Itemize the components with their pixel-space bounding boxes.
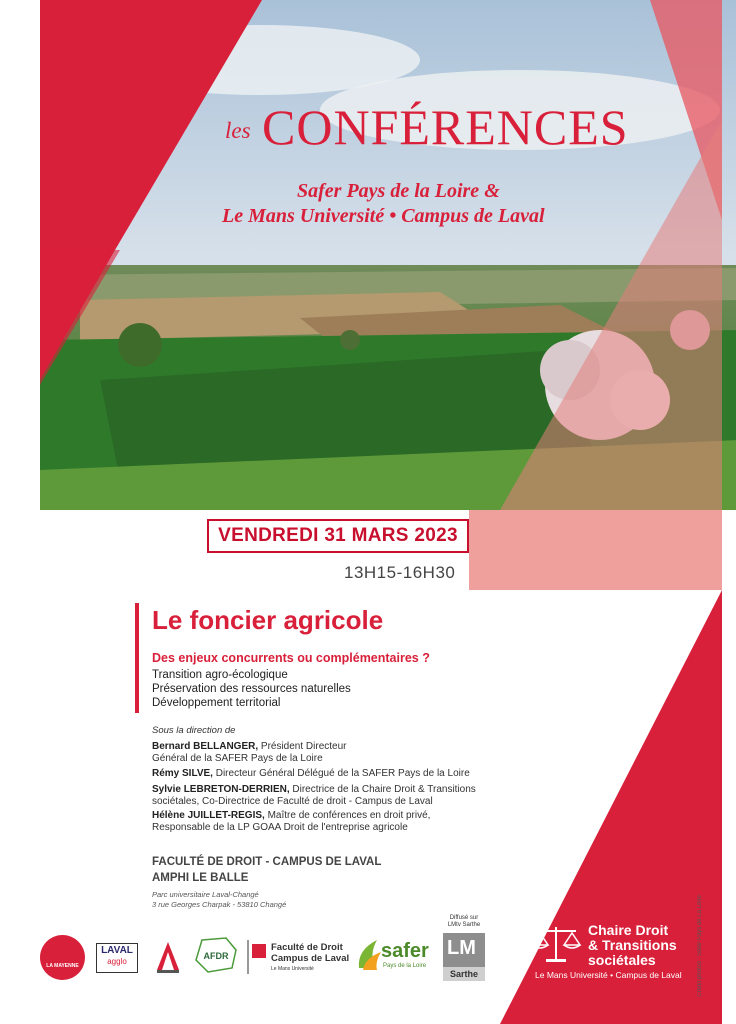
le-mans-universite-icon	[252, 944, 266, 958]
faculte-droit-logo: Faculté de Droit Campus de Laval Le Mans Université	[271, 942, 350, 972]
person-role: Président Directeur Général de la SAFER Pays de la Loire	[152, 741, 347, 764]
laval-agglo-logo: LAVAL agglo	[96, 943, 138, 973]
venue-room: AMPHI LE BALLE	[152, 872, 249, 884]
subtitle-line2: Le Mans Université • Campus de Laval	[222, 205, 545, 227]
person-role: Directeur Général Délégué de la SAFER Pays de la Loire	[212, 768, 470, 779]
person-role: Maître de conférences en droit privé, Responsable de la LP GOAA Droit de l'entreprise agricole	[152, 810, 431, 833]
event-date: VENDREDI 31 MARS 2023	[207, 519, 469, 553]
topic-item: Transition agro-écologique	[152, 669, 288, 681]
scales-of-justice-icon	[530, 923, 582, 965]
person-name: Bernard BELLANGER,	[152, 741, 259, 752]
photo-credit: Crédit photos : Safer Pays de La Loire	[697, 895, 703, 997]
logo-divider	[247, 940, 249, 974]
la-mayenne-logo: LA MAYENNE	[40, 935, 85, 980]
conference-question: Des enjeux concurrents ou complémentaires ?	[152, 651, 430, 665]
person-entry	[152, 768, 512, 780]
chaire-title: Chaire Droit & Transitions sociétales	[588, 922, 677, 968]
person-name: Hélène JUILLET-REGIS,	[152, 810, 265, 821]
chaire-subtitle: Le Mans Université • Campus de Laval	[535, 970, 682, 980]
lmtv-sarthe-logo: LM Sarthe	[443, 933, 485, 981]
conferences-title: CONFÉRENCES	[262, 99, 629, 155]
subtitle-line1: Safer Pays de la Loire &	[297, 180, 500, 202]
safer-logo: safer Pays de la Loire	[355, 938, 435, 978]
venue-address-line1: Parc universitaire Laval-Changé	[152, 890, 259, 899]
person-entry	[152, 741, 362, 765]
venue-address-line2: 3 rue Georges Charpak - 53810 Changé	[152, 900, 287, 909]
person-name: Sylvie LEBRETON-DERRIEN,	[152, 784, 290, 795]
direction-label: Sous la direction de	[152, 725, 236, 736]
person-entry	[152, 810, 442, 834]
conference-title: Le foncier agricole	[152, 605, 384, 635]
person-name: Rémy SILVE,	[152, 768, 213, 779]
topic-item: Développement territorial	[152, 697, 281, 709]
venue-name: FACULTÉ DE DROIT - CAMPUS DE LAVAL	[152, 856, 382, 868]
les-word: les	[225, 118, 251, 143]
person-role: Directrice de la Chaire Droit & Transitions sociétales, Co-Directrice de Faculté de droit - Campus de Laval	[152, 784, 476, 807]
afdr-logo: AFDR	[192, 936, 240, 974]
title-accent-bar	[135, 603, 139, 713]
topic-item: Préservation des ressources naturelles	[152, 683, 351, 695]
event-time: 13H15-16H30	[344, 563, 456, 582]
person-entry	[152, 784, 508, 808]
bar-association-logo	[155, 940, 181, 974]
diffuse-sur-label: Diffusé sur LMtv Sarthe	[447, 915, 481, 928]
salmon-band	[469, 510, 722, 590]
